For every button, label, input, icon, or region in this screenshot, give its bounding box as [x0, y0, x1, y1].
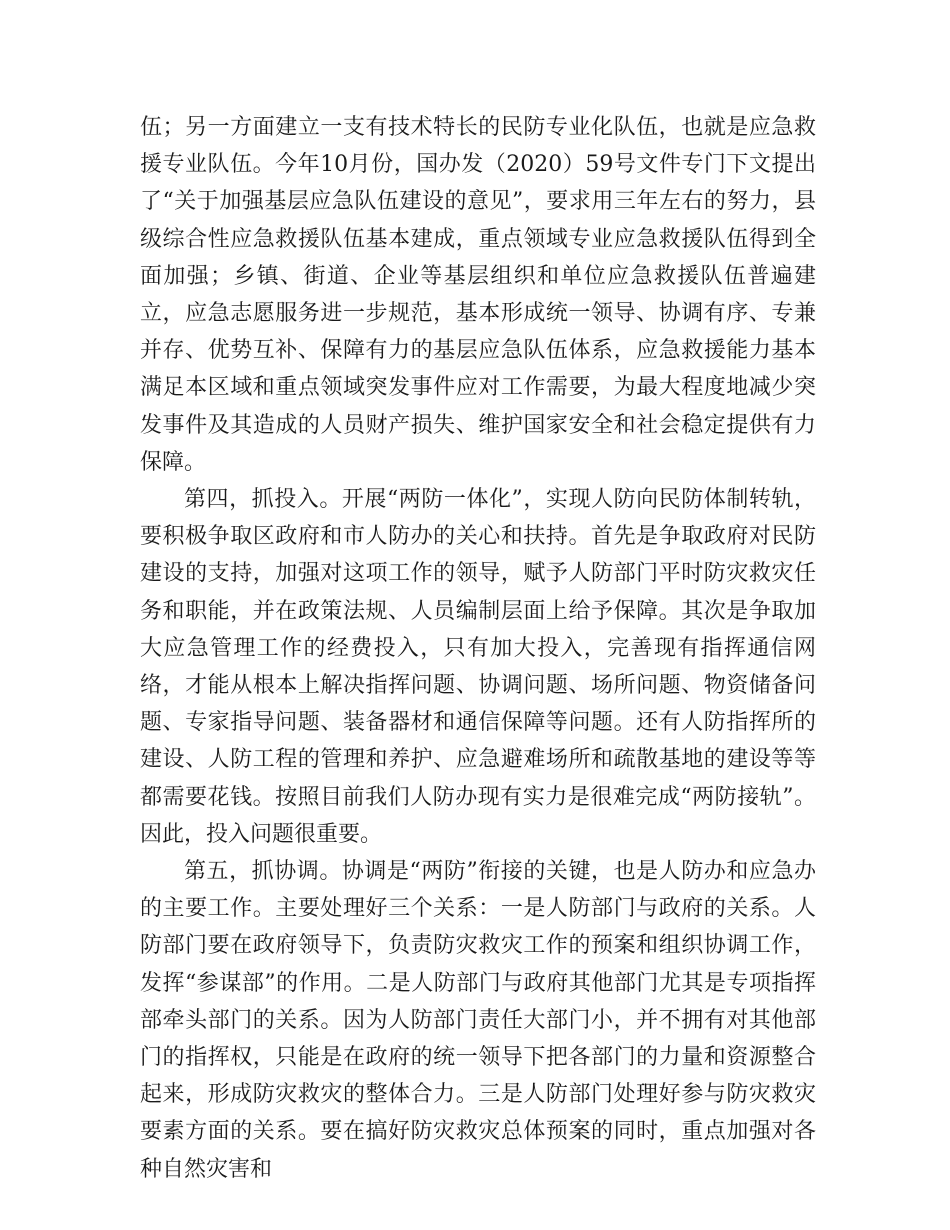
- paragraph-continuation: 伍；另一方面建立一支有技术特长的民防专业化队伍，也就是应急救援专业队伍。今年10月份，国办发（2020）59号文件专门下文提出了“关于加强基层应急队伍建设的意见”，要求用三年左右的努力，县级综合性应急救援队伍基本建成，重点领域专业应急救援队伍得到全面加强；乡镇、街道、企业等基层组织和单位应急救援队伍普遍建立，应急志愿服务进一步规范，基本形成统一领导、协调有序、专兼并存、优势互补、保障有力的基层应急队伍体系，应急救援能力基本满足本区域和重点领域突发事件应对工作需要，为最大程度地减少突发事件及其造成的人员财产损失、维护国家安全和社会稳定提供有力保障。: [140, 115, 816, 475]
- paragraph-fourth-point: 第四，抓投入。开展“两防一体化”，实现人防向民防体制转轨，要积极争取区政府和市人防办的关心和扶持。首先是争取政府对民防建设的支持，加强对这项工作的领导，赋予人防部门平时防灾救灾任务和职能，并在政策法规、人员编制层面上给予保障。其次是争取加大应急管理工作的经费投入，只有加大投入，完善现有指挥通信网络，才能从根本上解决指挥问题、协调问题、场所问题、物资储备问题、专家指导问题、装备器材和通信保障等问题。还有人防指挥所的建设、人防工程的管理和养护、应急避难场所和疏散基地的建设等等都需要花钱。按照目前我们人防办现有实力是很难完成“两防接轨”。因此，投入问题很重要。: [140, 487, 816, 847]
- document-page: [140, 109, 816, 1188]
- paragraph-fifth-point: 第五，抓协调。协调是“两防”衔接的关键，也是人防办和应急办的主要工作。主要处理好三个关系：一是人防部门与政府的关系。人防部门要在政府领导下，负责防灾救灾工作的预案和组织协调工作，发挥“参谋部”的作用。二是人防部门与政府其他部门尤其是专项指挥部牵头部门的关系。因为人防部门责任大部门小，并不拥有对其他部门的指挥权，只能是在政府的统一领导下把各部门的力量和资源整合起来，形成防灾救灾的整体合力。三是人防部门处理好参与防灾救灾要素方面的关系。要在搞好防灾救灾总体预案的同时，重点加强对各种自然灾害和: [140, 859, 816, 1182]
